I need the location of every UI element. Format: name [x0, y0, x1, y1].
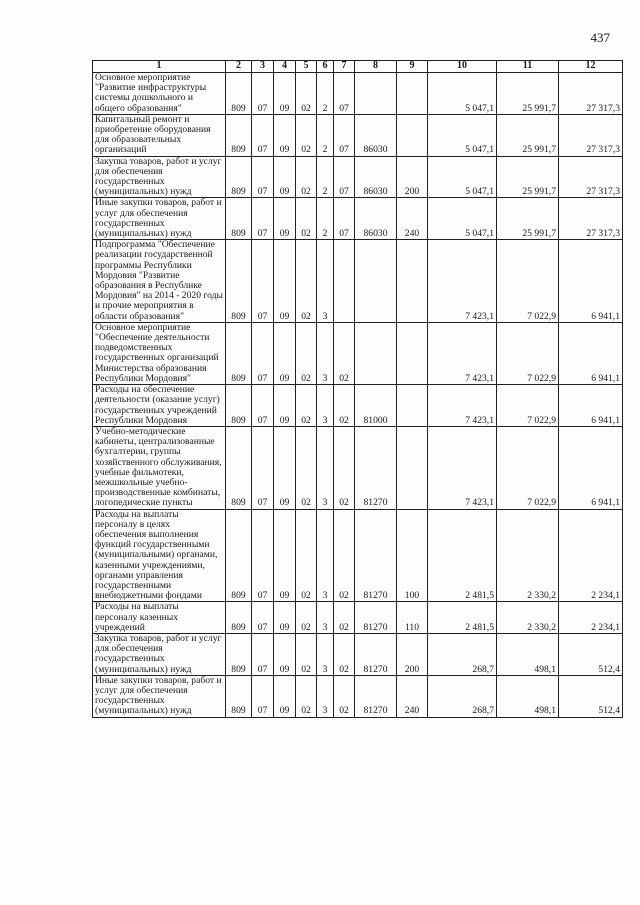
column-header: 3 — [252, 61, 274, 73]
column-header: 4 — [274, 61, 296, 73]
cell-amount-col10: 5 047,1 — [428, 114, 497, 156]
cell-program: 02 — [296, 633, 317, 675]
cell-section: 07 — [252, 73, 274, 115]
cell-subprogram: 2 — [317, 73, 334, 115]
cell-amount-col11: 7 022,9 — [497, 322, 559, 384]
cell-amount-col10: 5 047,1 — [428, 156, 497, 198]
row-name: Закупка товаров, работ и услуг для обеспечения государственных (муниципальных) нужд — [93, 156, 226, 198]
column-header: 10 — [428, 61, 497, 73]
cell-amount-col10: 7 423,1 — [428, 426, 497, 509]
table-row — [93, 633, 623, 675]
cell-amount-col11: 498,1 — [497, 675, 559, 717]
cell-subsection: 09 — [274, 426, 296, 509]
table-row — [93, 602, 623, 634]
column-header: 9 — [397, 61, 428, 73]
cell-program: 02 — [296, 114, 317, 156]
cell-main-event: 02 — [334, 385, 355, 427]
cell-subsection: 09 — [274, 602, 296, 634]
cell-expense-type: 240 — [397, 675, 428, 717]
cell-grbs: 809 — [226, 675, 252, 717]
cell-amount-col12: 512,4 — [559, 675, 623, 717]
cell-amount-col10: 268,7 — [428, 675, 497, 717]
cell-subprogram: 2 — [317, 156, 334, 198]
table-row — [93, 675, 623, 717]
cell-amount-col12: 2 234,1 — [559, 602, 623, 634]
cell-program: 02 — [296, 675, 317, 717]
cell-grbs: 809 — [226, 73, 252, 115]
page-number: 437 — [590, 30, 610, 45]
cell-amount-col10: 7 423,1 — [428, 240, 497, 323]
cell-section: 07 — [252, 322, 274, 384]
cell-grbs: 809 — [226, 509, 252, 602]
cell-direction — [355, 322, 397, 384]
row-name: Подпрограмма "Обеспечение реализации государственной программы Республики Мордовия "Развитие образования в Республике Мордовия" на 2014 - 2020 годы и прочие мероприятия в области образования" — [93, 240, 226, 323]
cell-main-event: 07 — [334, 114, 355, 156]
row-name: Капитальный ремонт и приобретение оборудования для образовательных организаций — [93, 114, 226, 156]
cell-grbs: 809 — [226, 240, 252, 323]
cell-subsection: 09 — [274, 385, 296, 427]
cell-subsection: 09 — [274, 240, 296, 323]
cell-direction: 86030 — [355, 198, 397, 240]
cell-section: 07 — [252, 114, 274, 156]
cell-subprogram: 3 — [317, 240, 334, 323]
cell-amount-col12: 6 941,1 — [559, 426, 623, 509]
table-row — [93, 509, 623, 602]
cell-subprogram: 3 — [317, 385, 334, 427]
cell-subprogram: 3 — [317, 633, 334, 675]
cell-program: 02 — [296, 240, 317, 323]
column-header: 7 — [334, 61, 355, 73]
cell-amount-col10: 5 047,1 — [428, 73, 497, 115]
cell-direction — [355, 240, 397, 323]
cell-subprogram: 2 — [317, 198, 334, 240]
cell-subprogram: 3 — [317, 322, 334, 384]
cell-subprogram: 3 — [317, 602, 334, 634]
cell-section: 07 — [252, 509, 274, 602]
column-header: 6 — [317, 61, 334, 73]
cell-subsection: 09 — [274, 322, 296, 384]
cell-amount-col11: 7 022,9 — [497, 385, 559, 427]
cell-amount-col12: 27 317,3 — [559, 114, 623, 156]
cell-subsection: 09 — [274, 73, 296, 115]
cell-amount-col10: 2 481,5 — [428, 509, 497, 602]
cell-section: 07 — [252, 240, 274, 323]
cell-amount-col11: 2 330,2 — [497, 602, 559, 634]
cell-grbs: 809 — [226, 385, 252, 427]
cell-expense-type — [397, 322, 428, 384]
table-row — [93, 73, 623, 115]
cell-main-event: 07 — [334, 156, 355, 198]
cell-amount-col11: 2 330,2 — [497, 509, 559, 602]
cell-direction: 81270 — [355, 426, 397, 509]
cell-grbs: 809 — [226, 114, 252, 156]
cell-amount-col12: 6 941,1 — [559, 322, 623, 384]
table-row — [93, 198, 623, 240]
cell-section: 07 — [252, 426, 274, 509]
cell-grbs: 809 — [226, 633, 252, 675]
cell-amount-col11: 7 022,9 — [497, 240, 559, 323]
column-header: 8 — [355, 61, 397, 73]
table-row — [93, 156, 623, 198]
column-header: 12 — [559, 61, 623, 73]
cell-main-event — [334, 240, 355, 323]
cell-grbs: 809 — [226, 198, 252, 240]
cell-expense-type: 200 — [397, 156, 428, 198]
cell-subsection: 09 — [274, 114, 296, 156]
cell-expense-type: 240 — [397, 198, 428, 240]
cell-amount-col10: 2 481,5 — [428, 602, 497, 634]
cell-subsection: 09 — [274, 198, 296, 240]
cell-expense-type — [397, 426, 428, 509]
cell-subsection: 09 — [274, 675, 296, 717]
column-header: 1 — [93, 61, 226, 73]
cell-amount-col12: 6 941,1 — [559, 240, 623, 323]
cell-main-event: 02 — [334, 602, 355, 634]
cell-program: 02 — [296, 156, 317, 198]
cell-direction: 81270 — [355, 509, 397, 602]
cell-amount-col10: 268,7 — [428, 633, 497, 675]
row-name: Расходы на выплаты персоналу казенных учреждений — [93, 602, 226, 634]
row-name: Основное мероприятие "Обеспечение деятельности подведомственных государственных организаций Министерства образования Республики Мордовия" — [93, 322, 226, 384]
cell-amount-col11: 25 991,7 — [497, 198, 559, 240]
column-header: 2 — [226, 61, 252, 73]
cell-section: 07 — [252, 156, 274, 198]
cell-expense-type — [397, 385, 428, 427]
row-name: Закупка товаров, работ и услуг для обеспечения государственных (муниципальных) нужд — [93, 633, 226, 675]
budget-table — [92, 60, 623, 718]
cell-subprogram: 3 — [317, 509, 334, 602]
cell-amount-col11: 25 991,7 — [497, 73, 559, 115]
row-name: Расходы на обеспечение деятельности (оказание услуг) государственных учреждений Республики Мордовия — [93, 385, 226, 427]
cell-expense-type — [397, 114, 428, 156]
table-row — [93, 322, 623, 384]
cell-grbs: 809 — [226, 156, 252, 198]
cell-main-event: 02 — [334, 675, 355, 717]
row-name: Расходы на выплаты персоналу в целях обеспечения выполнения функций государственными (муниципальными) органами, казенными учреждениями, органами управления государственными внебюджетными фондами — [93, 509, 226, 602]
cell-subprogram: 3 — [317, 426, 334, 509]
cell-program: 02 — [296, 198, 317, 240]
cell-section: 07 — [252, 198, 274, 240]
column-header: 5 — [296, 61, 317, 73]
cell-main-event: 07 — [334, 73, 355, 115]
cell-direction — [355, 73, 397, 115]
cell-amount-col12: 27 317,3 — [559, 198, 623, 240]
cell-amount-col12: 27 317,3 — [559, 73, 623, 115]
cell-section: 07 — [252, 602, 274, 634]
cell-section: 07 — [252, 675, 274, 717]
cell-program: 02 — [296, 322, 317, 384]
cell-direction: 86030 — [355, 156, 397, 198]
cell-grbs: 809 — [226, 426, 252, 509]
cell-section: 07 — [252, 385, 274, 427]
cell-program: 02 — [296, 73, 317, 115]
cell-amount-col12: 27 317,3 — [559, 156, 623, 198]
table-header-row — [93, 61, 623, 73]
cell-amount-col11: 25 991,7 — [497, 156, 559, 198]
cell-direction: 81000 — [355, 385, 397, 427]
cell-amount-col10: 5 047,1 — [428, 198, 497, 240]
cell-main-event: 02 — [334, 322, 355, 384]
cell-amount-col11: 7 022,9 — [497, 426, 559, 509]
row-name: Основное мероприятие "Развитие инфраструктуры системы дошкольного и общего образования" — [93, 73, 226, 115]
cell-direction: 81270 — [355, 675, 397, 717]
cell-amount-col10: 7 423,1 — [428, 385, 497, 427]
cell-direction: 86030 — [355, 114, 397, 156]
cell-subsection: 09 — [274, 509, 296, 602]
cell-grbs: 809 — [226, 322, 252, 384]
cell-grbs: 809 — [226, 602, 252, 634]
cell-expense-type: 100 — [397, 509, 428, 602]
row-name: Учебно-методические кабинеты, централизованные бухгалтерии, группы хозяйственного обслуживания, учебные фильмотеки, межшкольные учебно-производственные комбинаты, логопедические пункты — [93, 426, 226, 509]
cell-main-event: 02 — [334, 633, 355, 675]
cell-amount-col12: 6 941,1 — [559, 385, 623, 427]
cell-amount-col12: 512,4 — [559, 633, 623, 675]
cell-amount-col11: 25 991,7 — [497, 114, 559, 156]
cell-subsection: 09 — [274, 156, 296, 198]
cell-expense-type — [397, 73, 428, 115]
cell-program: 02 — [296, 426, 317, 509]
cell-program: 02 — [296, 509, 317, 602]
cell-amount-col12: 2 234,1 — [559, 509, 623, 602]
column-header: 11 — [497, 61, 559, 73]
cell-expense-type — [397, 240, 428, 323]
table-row — [93, 385, 623, 427]
row-name: Иные закупки товаров, работ и услуг для обеспечения государственных (муниципальных) нужд — [93, 198, 226, 240]
cell-subsection: 09 — [274, 633, 296, 675]
cell-program: 02 — [296, 385, 317, 427]
cell-expense-type: 110 — [397, 602, 428, 634]
cell-main-event: 07 — [334, 198, 355, 240]
table-row — [93, 114, 623, 156]
cell-expense-type: 200 — [397, 633, 428, 675]
cell-program: 02 — [296, 602, 317, 634]
cell-main-event: 02 — [334, 509, 355, 602]
cell-subprogram: 2 — [317, 114, 334, 156]
cell-amount-col10: 7 423,1 — [428, 322, 497, 384]
cell-subprogram: 3 — [317, 675, 334, 717]
cell-amount-col11: 498,1 — [497, 633, 559, 675]
cell-direction: 81270 — [355, 602, 397, 634]
cell-section: 07 — [252, 633, 274, 675]
cell-direction: 81270 — [355, 633, 397, 675]
row-name: Иные закупки товаров, работ и услуг для обеспечения государственных (муниципальных) нужд — [93, 675, 226, 717]
table-row — [93, 240, 623, 323]
cell-main-event: 02 — [334, 426, 355, 509]
table-row — [93, 426, 623, 509]
